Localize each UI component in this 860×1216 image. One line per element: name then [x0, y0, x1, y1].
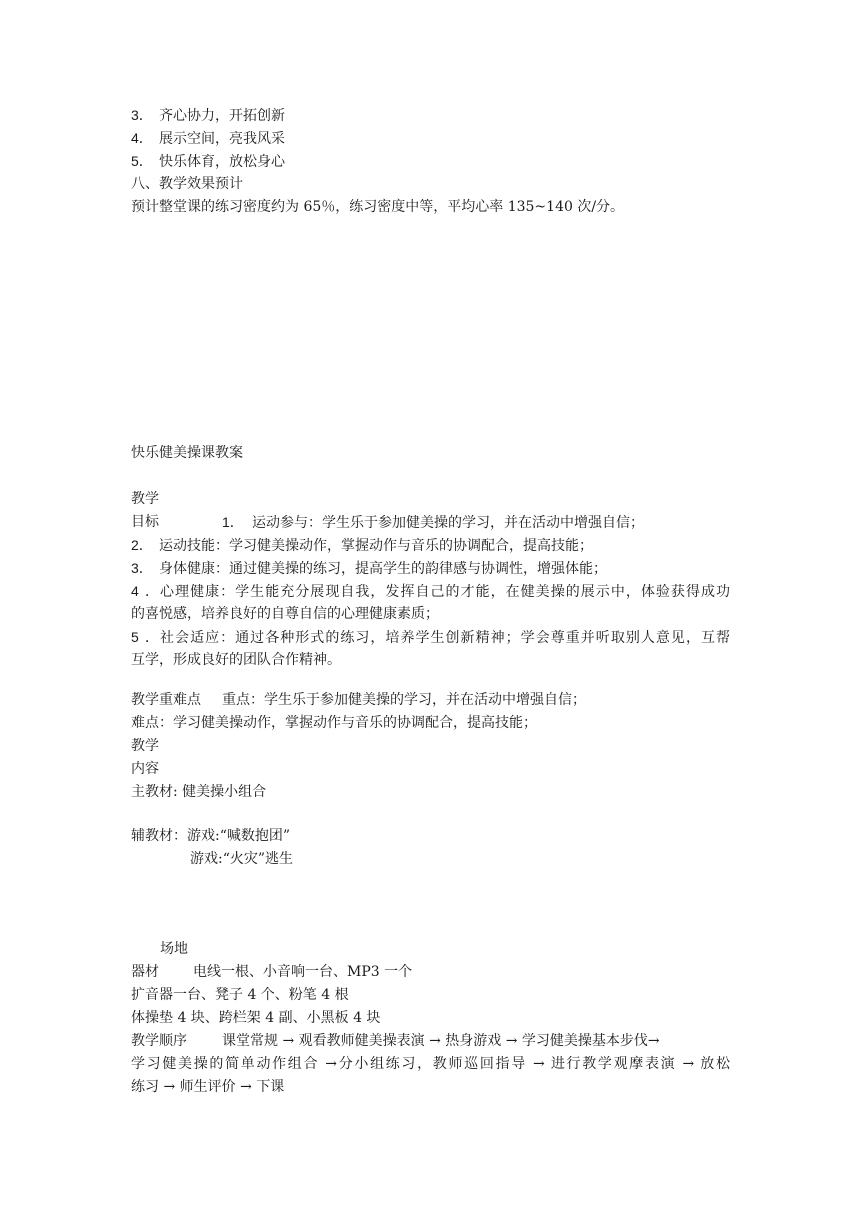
difficulty-label: 教学重难点 [131, 692, 201, 708]
list-item: 4． 展示空间，亮我风采 [131, 130, 285, 147]
objective-item: 1． 运动参与：学生乐于参加健美操的学习，并在活动中增强自信； [222, 514, 644, 531]
objective-item: 5．社会适应：通过各种形式的练习，培养学生创新精神；学会尊重并听取别人意见，互帮 [131, 629, 730, 646]
hard-point: 难点：学习健美操动作，掌握动作与音乐的协调配合，提高技能； [131, 715, 537, 731]
sequence-label: 教学顺序 [131, 1033, 187, 1049]
aux-material-2: 游戏:“火灾”逃生 [190, 851, 294, 867]
main-material: 主教材: 健美操小组合 [131, 784, 267, 800]
objective-item-continuation: 的喜悦感，培养良好的自尊自信的心理健康素质； [131, 606, 439, 622]
list-item: 3． 齐心协力，开拓创新 [131, 107, 285, 124]
section-heading: 八、教学效果预计 [131, 176, 243, 192]
sequence-line: 学习健美操的简单动作组合 →分小组练习，教师巡回指导 → 进行教学观摩表演 → 放松 [131, 1056, 730, 1072]
list-item: 5． 快乐体育，放松身心 [131, 153, 285, 170]
aux-material: 辅教材：游戏:“喊数抱团” [131, 828, 291, 844]
objective-item: 4．心理健康：学生能充分展现自我，发挥自己的才能，在健美操的展示中，体验获得成功 [131, 583, 730, 600]
equipment-line: 体操垫 4 块、跨栏架 4 副、小黑板 4 块 [131, 1010, 381, 1026]
objectives-label-2: 目标 [131, 514, 159, 530]
objective-item-continuation: 互学，形成良好的团队合作精神。 [131, 652, 341, 668]
key-point: 重点：学生乐于参加健美操的学习，并在活动中增强自信； [222, 692, 586, 708]
objective-item: 3． 身体健康：通过健美操的练习，提高学生的韵律感与协调性，增强体能； [131, 560, 607, 577]
content-label-2: 内容 [131, 761, 159, 777]
content-label: 教学 [131, 738, 159, 754]
equipment-label: 器材 [131, 964, 159, 980]
objective-item: 2． 运动技能：学习健美操动作，掌握动作与音乐的协调配合，提高技能； [131, 537, 593, 554]
document-title: 快乐健美操课教案 [131, 445, 243, 461]
section-body: 预计整堂课的练习密度约为 65％，练习密度中等，平均心率 135~140 次/分。 [131, 199, 625, 215]
sequence-line: 练习 → 师生评价 → 下课 [131, 1079, 285, 1095]
equipment-line: 扩音器一台、凳子 4 个、粉笔 4 根 [131, 987, 349, 1003]
sequence-line: 课堂常规 → 观看教师健美操表演 → 热身游戏 → 学习健美操基本步伐→ [222, 1033, 660, 1049]
equipment-line: 电线一根、小音响一台、MP3 一个 [193, 964, 413, 980]
venue-label: 场地 [160, 941, 188, 957]
objectives-label: 教学 [131, 491, 159, 507]
